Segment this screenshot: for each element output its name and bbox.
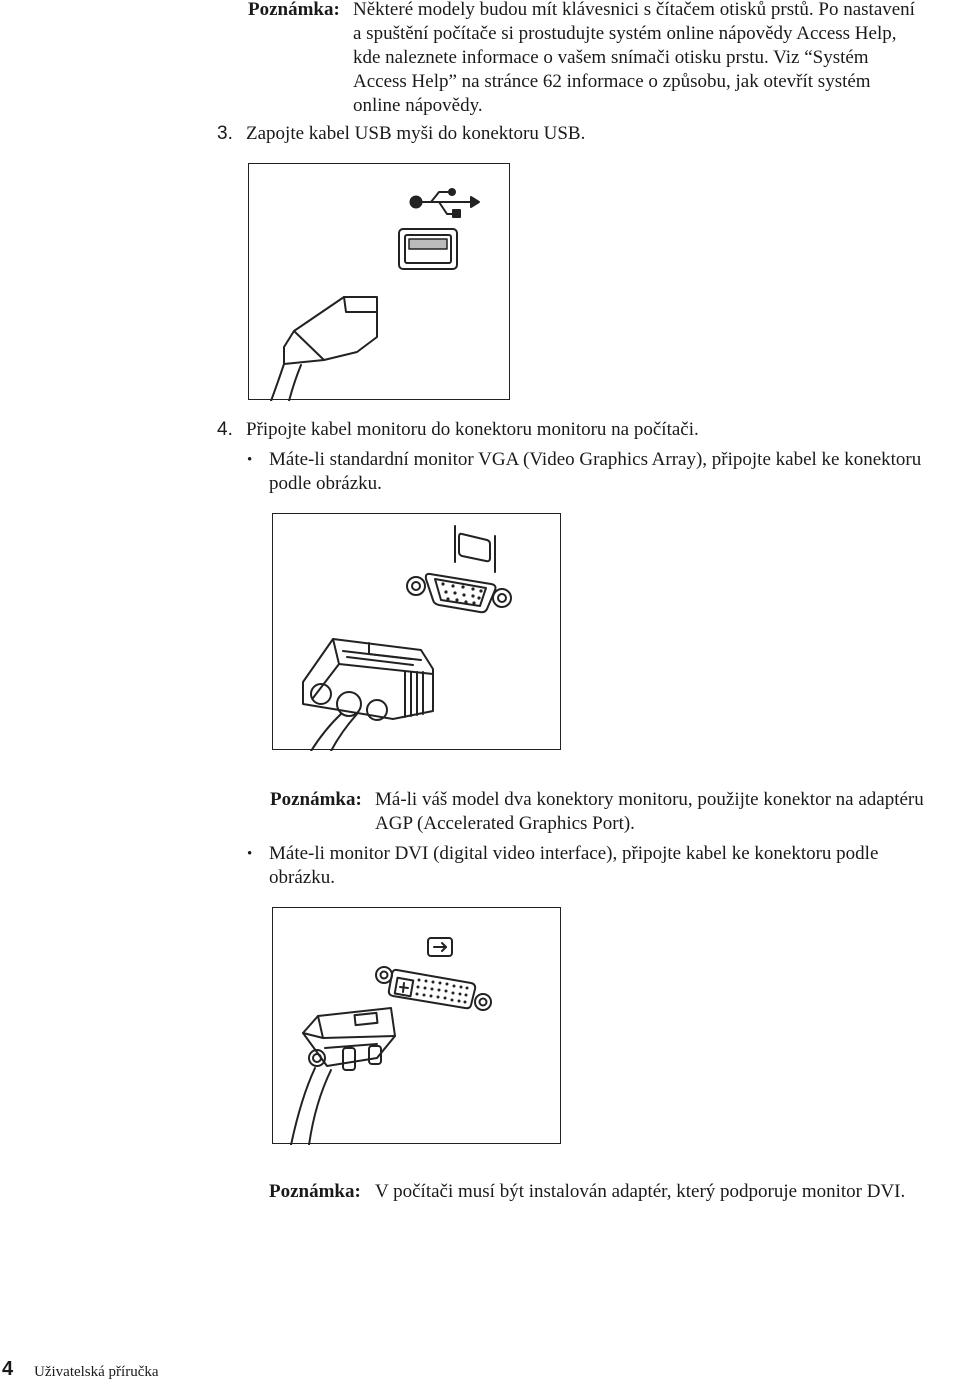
note1-line-4: Access Help” na stránce 62 informace o způsobu, jak otevřít systém [353, 71, 871, 92]
note2-line-2: AGP (Accelerated Graphics Port). [375, 813, 635, 834]
vga-illustration [273, 514, 562, 751]
usb-figure [248, 163, 510, 400]
vga-figure [272, 513, 561, 750]
step4-text: Připojte kabel monitoru do konektoru monitoru na počítači. [246, 419, 699, 440]
note1-line-5: online nápovědy. [353, 95, 483, 116]
note3-label: Poznámka: [269, 1181, 361, 1202]
bullet-1-line-1: Máte-li standardní monitor VGA (Video Graphics Array), připojte kabel ke konektoru [269, 449, 922, 470]
footer-title: Uživatelská příručka [34, 1364, 159, 1380]
note2-label: Poznámka: [270, 789, 362, 810]
dvi-figure [272, 907, 561, 1144]
bullet-1-line-2: podle obrázku. [269, 473, 382, 494]
note1-line-1: Některé modely budou mít klávesnici s čítačem otisků prstů. Po nastavení [353, 0, 915, 20]
note3-text: V počítači musí být instalován adaptér, který podporuje monitor DVI. [375, 1181, 906, 1202]
dvi-icon [428, 938, 452, 956]
note1-line-2: a spuštění počítače si prostudujte systém online nápovědy Access Help, [353, 23, 897, 44]
bullet-1-glyph: • [247, 452, 253, 468]
bullet-2-line-2: obrázku. [269, 867, 335, 888]
note1-label: Poznámka: [248, 0, 340, 20]
step3-text: Zapojte kabel USB myši do konektoru USB. [246, 123, 586, 144]
bullet-2-line-1: Máte-li monitor DVI (digital video interface), připojte kabel ke konektoru podle [269, 843, 879, 864]
note1-line-3: kde naleznete informace o vašem snímači otisku prstu. Viz “Systém [353, 47, 869, 68]
bullet-2-glyph: • [247, 846, 253, 862]
step3-number: 3. [217, 123, 233, 144]
note2-line-1: Má-li váš model dva konektory monitoru, použijte konektor na adaptéru [375, 789, 924, 810]
usb-icon [411, 189, 480, 217]
step4-number: 4. [217, 419, 233, 440]
monitor-icon [455, 526, 495, 572]
dvi-illustration [273, 908, 562, 1145]
page-number: 4 [2, 1358, 14, 1380]
usb-illustration [249, 164, 511, 401]
